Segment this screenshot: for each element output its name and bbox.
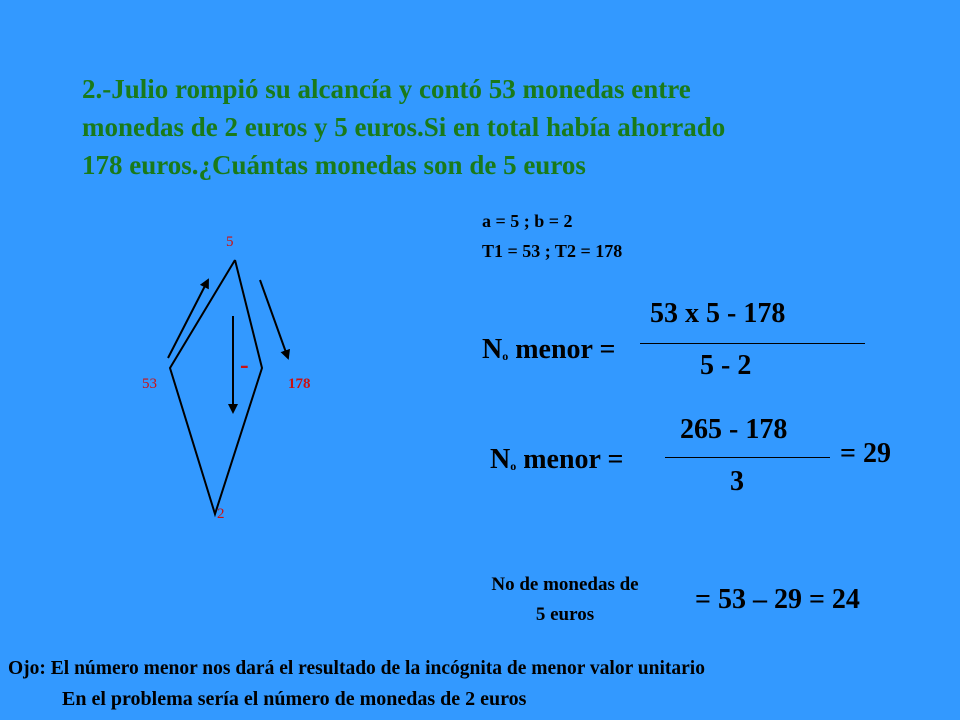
formula2-denominator: 3 bbox=[730, 466, 744, 497]
count-label bbox=[450, 570, 680, 630]
formula2-fraction-bar bbox=[665, 457, 830, 458]
count-result: = 53 – 29 = 24 bbox=[695, 584, 860, 615]
count-label-line1: No de monedas de bbox=[491, 574, 639, 595]
diagram-left-value: 53 bbox=[142, 376, 157, 392]
count-label-line2: 5 euros bbox=[535, 604, 595, 625]
problem-statement bbox=[82, 70, 882, 184]
formula1-label bbox=[482, 334, 615, 366]
formula1-label-rest: menor = bbox=[508, 334, 616, 365]
problem-line: 2.-Julio rompió su alcancía y contó 53 monedas entre bbox=[82, 74, 691, 104]
parameters-ab: a = 5 ; b = 2 bbox=[482, 211, 573, 231]
problem-line: 178 euros.¿Cuántas monedas son de 5 euros bbox=[82, 150, 586, 180]
diagram-minus-sign: - bbox=[240, 350, 249, 379]
arrow-up-left bbox=[168, 280, 208, 358]
diamond-shape bbox=[170, 260, 262, 514]
diagram-bottom-value: 2 bbox=[217, 506, 225, 522]
formula1-numerator: 53 x 5 - 178 bbox=[650, 298, 786, 329]
arrow-down-right bbox=[260, 280, 288, 358]
note-line1: Ojo: El número menor nos dará el resultado de la incógnita de menor valor unitario bbox=[8, 658, 705, 679]
parameters bbox=[482, 206, 622, 266]
diagram-top-value: 5 bbox=[226, 234, 234, 250]
parameters-totals: T1 = 53 ; T2 = 178 bbox=[482, 241, 623, 261]
diamond-diagram bbox=[140, 228, 340, 528]
formula1-fraction-bar bbox=[640, 343, 865, 344]
formula2-label-n: N bbox=[490, 444, 511, 475]
formula2-label bbox=[490, 444, 623, 476]
formula1-denominator: 5 - 2 bbox=[700, 350, 752, 381]
formula2-label-sub: o bbox=[510, 459, 517, 473]
formula2-label-rest: menor = bbox=[516, 444, 624, 475]
note-line2: En el problema sería el número de monedas de 2 euros bbox=[62, 688, 527, 710]
formula1-label-sub: o bbox=[502, 349, 509, 363]
formula2-numerator: 265 - 178 bbox=[680, 414, 788, 445]
formula1-label-n: N bbox=[482, 334, 503, 365]
diagram-right-value: 178 bbox=[288, 376, 311, 392]
problem-line: monedas de 2 euros y 5 euros.Si en total había ahorrado bbox=[82, 112, 726, 142]
formula2-result: = 29 bbox=[840, 438, 891, 469]
